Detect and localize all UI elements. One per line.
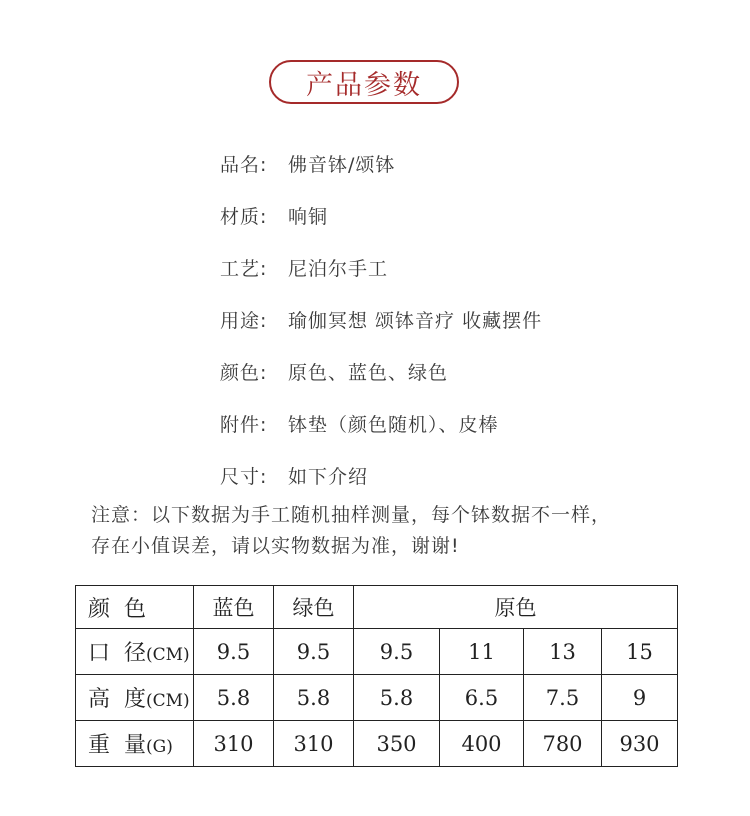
param-value: 尼泊尔手工 (288, 257, 389, 280)
header-blue: 蓝色 (194, 586, 274, 629)
table-cell: 5.8 (274, 675, 354, 721)
table-cell: 310 (194, 721, 274, 767)
param-label: 品名: (220, 153, 268, 176)
param-label: 用途: (220, 309, 268, 332)
row-label-text: 高 度 (88, 687, 146, 712)
param-row-name (220, 137, 542, 189)
notice-line-2: 存在小值误差，请以实物数据为准，谢谢! (91, 535, 460, 557)
row-label-text: 口 径 (88, 641, 146, 666)
notice-text (91, 500, 711, 562)
table-cell: 13 (524, 629, 602, 675)
table-cell: 5.8 (194, 675, 274, 721)
page-title: 产品参数 (269, 60, 459, 104)
param-label: 材质: (220, 205, 268, 228)
param-value: 响铜 (288, 205, 329, 228)
table-header-row (76, 586, 678, 629)
row-label-unit: (CM) (146, 645, 190, 665)
notice-line-1: 注意：以下数据为手工随机抽样测量，每个钵数据不一样， (91, 504, 612, 526)
param-value: 如下介绍 (288, 465, 369, 488)
table-cell: 9.5 (274, 629, 354, 675)
table-cell: 930 (602, 721, 678, 767)
row-label-unit: (CM) (146, 691, 190, 711)
header-color-label: 颜 色 (76, 586, 194, 629)
table-row-diameter (76, 629, 678, 675)
table-cell: 9 (602, 675, 678, 721)
param-value: 原色、蓝色、绿色 (288, 361, 449, 384)
param-value: 钵垫（颜色随机）、皮棒 (288, 413, 499, 436)
param-row-material (220, 189, 542, 241)
header-green: 绿色 (274, 586, 354, 629)
row-label (76, 675, 194, 721)
param-list (220, 137, 542, 501)
param-row-accessories (220, 397, 542, 449)
table-cell: 350 (354, 721, 440, 767)
table-cell: 11 (440, 629, 524, 675)
table-cell: 9.5 (354, 629, 440, 675)
table-cell: 310 (274, 721, 354, 767)
row-label-text: 重 量 (88, 733, 146, 758)
param-row-color (220, 345, 542, 397)
row-label (76, 629, 194, 675)
param-label: 附件: (220, 413, 268, 436)
table-row-weight (76, 721, 678, 767)
table-cell: 6.5 (440, 675, 524, 721)
table-row-height (76, 675, 678, 721)
param-label: 尺寸: (220, 465, 268, 488)
param-row-craft (220, 241, 542, 293)
param-value: 佛音钵/颂钵 (288, 153, 396, 176)
param-row-size (220, 449, 542, 501)
spec-table (75, 585, 678, 767)
table-cell: 7.5 (524, 675, 602, 721)
row-label-unit: (G) (146, 737, 173, 757)
table-cell: 780 (524, 721, 602, 767)
header-natural: 原色 (354, 586, 678, 629)
param-row-usage (220, 293, 542, 345)
row-label (76, 721, 194, 767)
table-cell: 400 (440, 721, 524, 767)
table-cell: 15 (602, 629, 678, 675)
param-label: 工艺: (220, 257, 268, 280)
param-value: 瑜伽冥想 颂钵音疗 收藏摆件 (288, 309, 543, 332)
param-label: 颜色: (220, 361, 268, 384)
table-cell: 9.5 (194, 629, 274, 675)
table-cell: 5.8 (354, 675, 440, 721)
